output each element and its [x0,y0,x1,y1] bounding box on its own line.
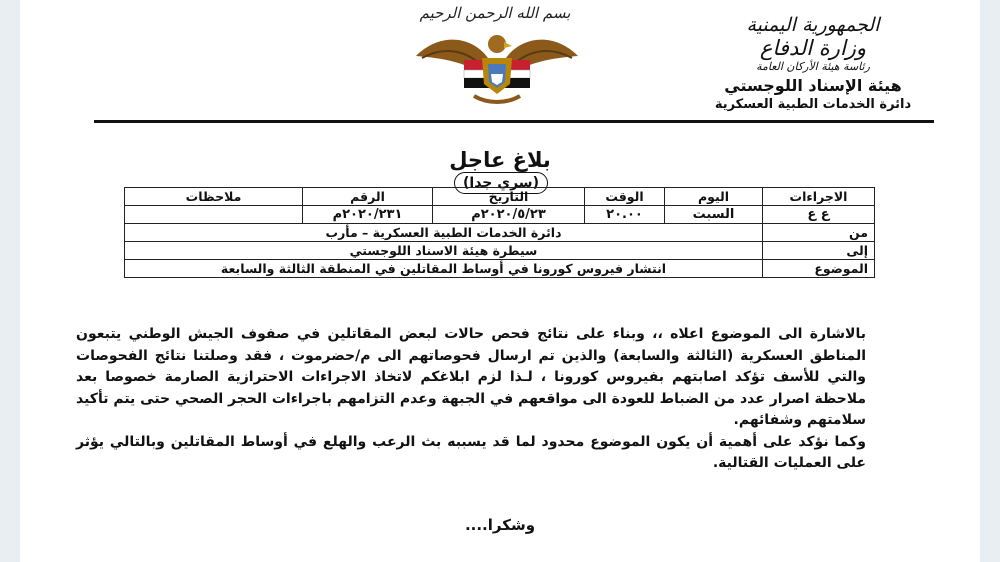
body-paragraph-1: بالاشارة الى الموضوع اعلاه ،، وبناء على نتائج فحص حالات لبعض المقاتلين في صفوف الجيش الوطني يتبعون المناطق العسكرية (الثالثة والسابعة) والذين تم ارسال فحوصاتهم الى م/حضرموت ، فقد وصلتنا نتائج الفحوصات والتي للأسف تؤكد اصابتهم بفيروس كورونا ، لـذا لزم ابلاغكم لاتخاذ الاجراءات الاحترازية الصارمة خصوصا بعد ملاحظة اصرار عدد من الضباط للعودة الى مواقعهم في الجبهة وعدم التزامهم باجراءات الحجر الصحي حتى يتم تأكيد سلامتهم وشفائهم. [76,326,866,428]
value-day: السبت [665,206,763,224]
from-value: دائرة الخدمات الطبية العسكرية – مأرب [125,224,763,242]
header-procedures: الاجراءات [763,188,875,206]
header-notes: ملاحظات [125,188,303,206]
to-value: سيطرة هيئة الاسناد اللوجستي [125,242,763,260]
basmala: بسم الله الرحمن الرحيم [419,4,571,22]
subject-value: انتشار فيروس كورونا في أوساط المقاتلين في المنطقة الثالثة والسابعة [125,260,763,278]
classification-badge: (سري جدا) [454,172,548,194]
value-procedures: ع ع [763,206,875,224]
letterhead-ministry: وزارة الدفاع [759,36,867,60]
letterhead-department: دائرة الخدمات الطبية العسكرية [714,97,912,112]
document-title: بلاغ عاجل [449,148,551,172]
subject-label: الموضوع [763,260,875,278]
letterhead-republic: الجمهورية اليمنية [746,14,880,36]
header-time: الوقت [585,188,665,206]
letter-body [76,324,866,475]
table-values-row [125,206,875,224]
value-date: ٢٠٢٠/٥/٢٣م [433,206,585,224]
from-label: من [763,224,875,242]
to-row [125,242,875,260]
header-date: التاريخ [433,188,585,206]
header-day: اليوم [665,188,763,206]
header-divider [94,120,934,123]
from-row [125,224,875,242]
letterhead-staff: رئاسة هيئة الأركان العامة [756,60,870,73]
value-time: ٢٠.٠٠ [585,206,665,224]
to-label: إلى [763,242,875,260]
value-notes [125,206,303,224]
table-header-row [125,188,875,206]
closing-line: وشكرا.... [464,516,536,534]
document-page [20,0,980,562]
letterhead-authority: هيئة الإسناد اللوجستي [724,76,902,95]
letterhead [698,14,928,114]
header-number: الرقم [303,188,433,206]
value-number: ٢٠٢٠/٢٣١م [303,206,433,224]
subject-row [125,260,875,278]
body-paragraph-2: وكما نؤكد على أهمية أن يكون الموضوع محدود لما قد يسببه بث الرعب والهلع في أوساط المقاتلين وبالتالي يؤثر على العمليات القتالية. [76,433,866,471]
eagle-emblem-icon [412,22,582,110]
document-info-table [124,187,875,278]
